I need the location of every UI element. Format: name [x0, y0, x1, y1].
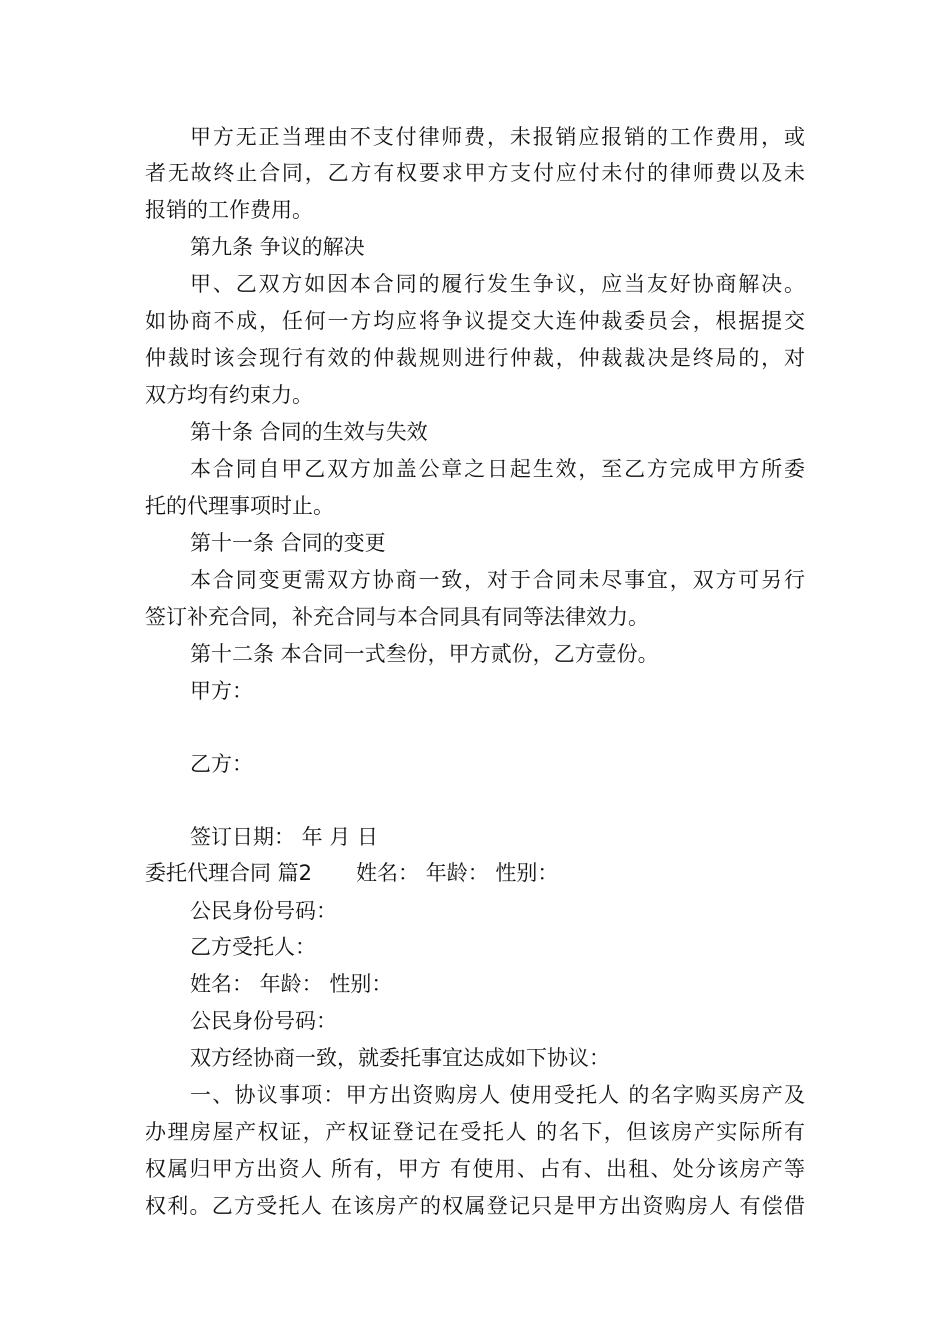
paragraph-line: 本合同自甲乙双方加盖公章之日起生效，至乙方完成甲方所委 [190, 457, 805, 481]
signing-date-label: 签订日期： 年 月 日 [190, 825, 379, 849]
paragraph-line: 甲方无正当理由不支付律师费，未报销应报销的工作费用，或 [190, 125, 805, 149]
agreement-intro: 双方经协商一致，就委托事宜达成如下协议： [190, 1046, 610, 1070]
paragraph-line: 如协商不成，任何一方均应将争议提交大连仲裁委员会，根据提交 [145, 309, 805, 333]
personal-info-fields: 姓名： 年龄： 性别： [190, 972, 393, 996]
paragraph-line: 本合同变更需双方协商一致，对于合同未尽事宜，双方可另行 [190, 568, 805, 592]
paragraph-line: 签订补充合同，补充合同与本合同具有同等法律效力。 [145, 605, 649, 629]
paragraph-line: 报销的工作费用。 [145, 198, 313, 222]
paragraph-line: 仲裁时该会现行有效的仲裁规则进行仲裁，仲裁裁决是终局的，对 [145, 346, 805, 370]
paragraph-line: 甲、乙双方如因本合同的履行发生争议，应当友好协商解决。 [190, 272, 805, 296]
paragraph-line: 权利。乙方受托人 在该房产的权属登记只是甲方出资购房人 有偿借 [145, 1194, 805, 1218]
paragraph-line: 托的代理事项时止。 [145, 494, 334, 518]
party-b-label: 乙方： [190, 752, 253, 776]
trustee-label: 乙方受托人： [190, 935, 316, 959]
paragraph-line: 权属归甲方出资人 所有，甲方 有使用、占有、出租、处分该房产等 [145, 1157, 805, 1181]
paragraph-line: 办理房屋产权证，产权证登记在受托人 的名下，但该房产实际所有 [145, 1120, 805, 1144]
party-a-label: 甲方： [190, 679, 253, 703]
section-heading-12: 第十二条 本合同一式叁份，甲方贰份，乙方壹份。 [190, 642, 659, 666]
section-heading-11: 第十一条 合同的变更 [190, 531, 386, 555]
section-heading-10: 第十条 合同的生效与失效 [190, 420, 428, 444]
personal-info-fields: 姓名： 年龄： 性别： [356, 861, 559, 885]
contract-title-line [145, 859, 805, 887]
contract-title: 委托代理合同 篇2 [145, 861, 313, 885]
paragraph-line: 一、协议事项：甲方出资购房人 使用受托人 的名字购买房产及 [190, 1083, 805, 1107]
paragraph-line: 双方均有约束力。 [145, 383, 313, 407]
id-number-label: 公民身份号码： [190, 1009, 337, 1033]
paragraph-line: 者无故终止合同，乙方有权要求甲方支付应付未付的律师费以及未 [145, 161, 805, 185]
section-heading-9: 第九条 争议的解决 [190, 235, 365, 259]
id-number-label: 公民身份号码： [190, 899, 337, 923]
